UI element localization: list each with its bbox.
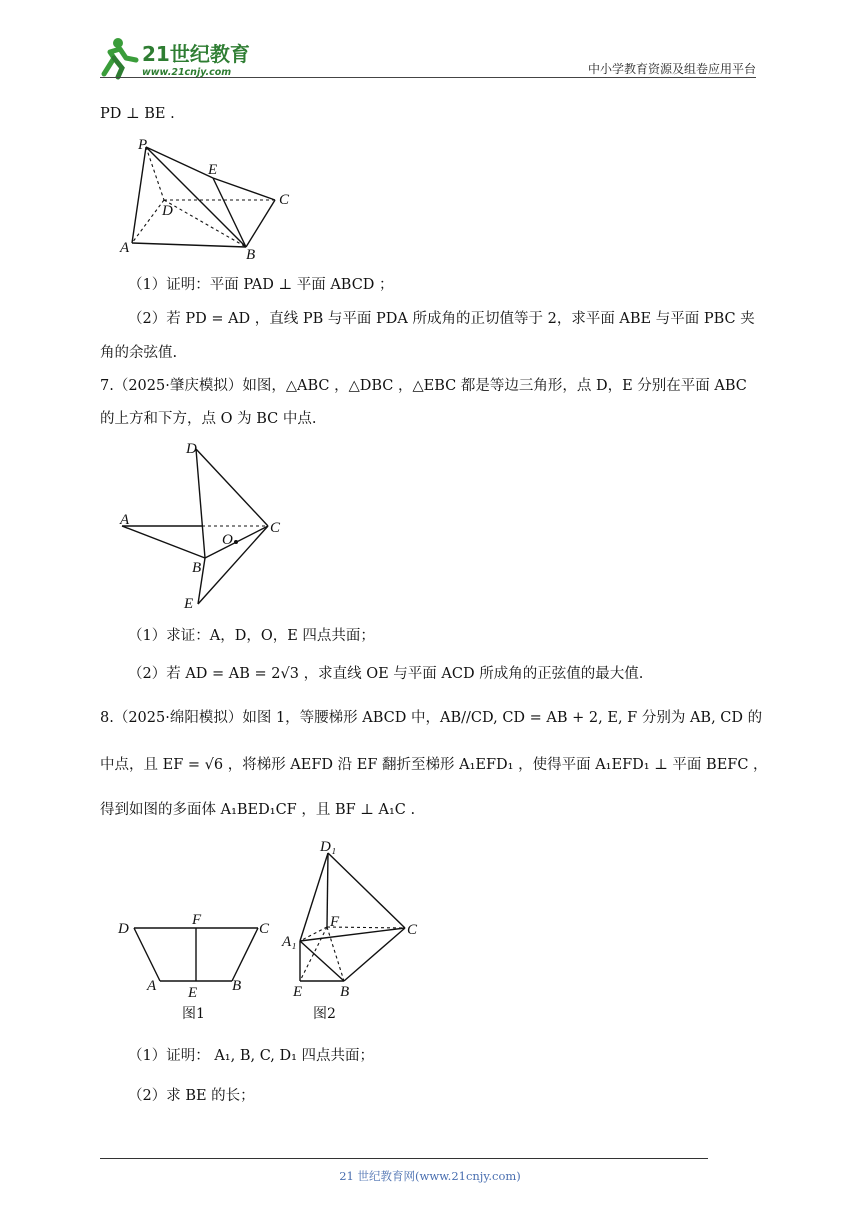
- header-divider: [100, 77, 756, 78]
- label-E: E: [208, 162, 218, 178]
- label-C: C: [270, 520, 281, 536]
- figure-1-trapezoid: [110, 905, 280, 1025]
- figure-2-polyhedron: [280, 835, 430, 1025]
- footer-divider: [100, 1158, 708, 1159]
- runner-icon: [104, 38, 136, 77]
- q6-part2-line2: 角的余弦值.: [100, 345, 178, 361]
- label-A: A: [147, 978, 157, 994]
- label-A: A: [120, 240, 130, 256]
- label-C: C: [279, 192, 290, 208]
- label-B: B: [192, 560, 202, 576]
- svg-text:21世纪教育: 21世纪教育: [142, 42, 250, 66]
- label-D1: D₁: [320, 839, 337, 855]
- label-E: E: [293, 984, 303, 1000]
- label-O: O: [222, 532, 233, 548]
- q6-part2-line1: （2）若 PD = AD ，直线 PB 与平面 PDA 所成角的正切值等于 2，求平面 ABE 与平面 PBC 夹: [128, 311, 755, 327]
- label-P: P: [138, 137, 148, 153]
- figure-2-caption: 图2: [313, 1006, 336, 1022]
- intro-condition: PD ⊥ BE .: [100, 106, 175, 122]
- label-F: F: [192, 912, 202, 928]
- site-logo: [96, 34, 266, 80]
- q7-part2: （2）若 AD = AB = 2√3 ，求直线 OE 与平面 ACD 所成角的正弦值的最大值.: [128, 666, 644, 682]
- q8-stem-line2: 中点，且 EF = √6 ，将梯形 AEFD 沿 EF 翻折至梯形 A₁EFD₁ ，使得平面 A₁EFD₁ ⊥ 平面 BEFC ，: [100, 757, 768, 773]
- label-B: B: [246, 247, 256, 260]
- footer-text: 21 世纪教育网(www.21cnjy.com): [339, 1169, 521, 1183]
- label-C: C: [259, 921, 270, 937]
- label-D: D: [162, 203, 173, 219]
- figure-pyramid-pabcde: [110, 135, 310, 260]
- label-B: B: [232, 978, 242, 994]
- q8-stem-line3: 得到如图的多面体 A₁BED₁CF ，且 BF ⊥ A₁C .: [100, 802, 416, 818]
- label-D: D: [118, 921, 129, 937]
- q8-part1: （1）证明： A₁, B, C, D₁ 四点共面；: [128, 1048, 375, 1064]
- q8-part2: （2）求 BE 的长；: [128, 1088, 255, 1104]
- label-F: F: [330, 914, 340, 930]
- q8-stem-line1: 8.（2025·绵阳模拟）如图 1，等腰梯形 ABCD 中，AB//CD, CD = AB + 2, E, F 分别为 AB, CD 的: [100, 710, 763, 726]
- label-A1: A₁: [282, 934, 297, 950]
- label-B: B: [340, 984, 350, 1000]
- q7-stem-line2: 的上方和下方，点 O 为 BC 中点.: [100, 411, 317, 427]
- svg-text:www.21cnjy.com: www.21cnjy.com: [142, 67, 232, 78]
- q7-part1: （1）求证：A，D，O，E 四点共面；: [128, 628, 375, 644]
- q7-stem-line1: 7.（2025·肇庆模拟）如图，△ABC ，△DBC ，△EBC 都是等边三角形，点 D，E 分别在平面 ABC: [100, 378, 747, 394]
- label-E: E: [184, 596, 194, 612]
- label-A: A: [120, 512, 130, 528]
- label-E: E: [188, 985, 198, 1001]
- figure-1-caption: 图1: [182, 1006, 205, 1022]
- label-C: C: [407, 922, 418, 938]
- header-slogan: 中小学教育资源及组卷应用平台: [587, 62, 756, 76]
- q6-part1: （1）证明：平面 PAD ⊥ 平面 ABCD ；: [128, 277, 394, 293]
- figure-triangles-q7: [110, 435, 290, 615]
- label-D: D: [186, 441, 197, 457]
